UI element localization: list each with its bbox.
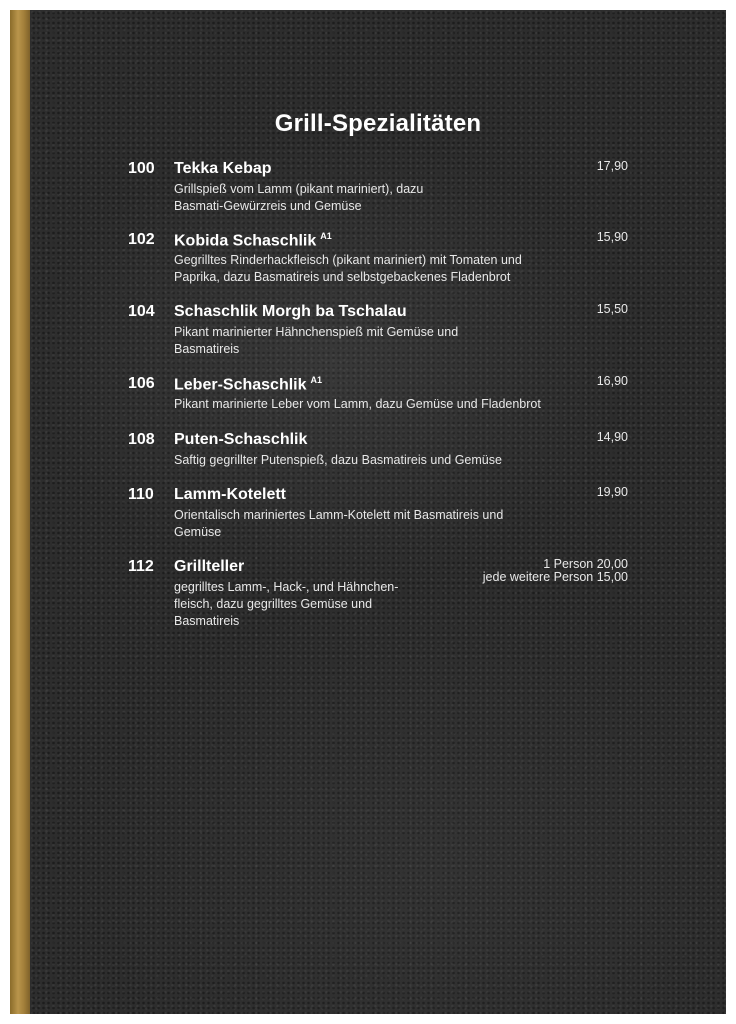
item-name: Leber-Schaschlik $^{A1}$: [174, 375, 323, 394]
item-name: Grillteller: [174, 558, 245, 575]
item-description: Gegrilltes Rinderhackfleisch (pikant mariniert) mit Tomaten und Paprika, dazu Basmatireis und selbstgebackenes Fladenbrot: [174, 253, 522, 284]
item-price: 16,90: [596, 374, 628, 388]
item-price: 15,90: [596, 230, 628, 244]
item-number: 106: [128, 375, 155, 392]
item-description: gegrilltes Lamm-, Hack-, und Hähnchen- fleisch, dazu gegrilltes Gemüse und Basmatireis: [174, 580, 399, 628]
item-price: 1 Person 20,00 jede weitere Person 15,00: [482, 557, 628, 584]
gold-accent-bar: [10, 10, 30, 1014]
item-description: Pikant marinierter Hähnchenspieß mit Gemüse und Basmatireis: [174, 325, 459, 356]
item-description: Saftig gegrillter Putenspieß, dazu Basmatireis und Gemüse: [174, 453, 502, 467]
item-name: Kobida Schaschlik $^{A1}$: [174, 231, 332, 250]
item-price: 19,90: [596, 485, 628, 499]
item-price: 15,50: [596, 302, 628, 316]
item-number: 108: [128, 431, 155, 448]
allergen-badge: A1: [320, 231, 332, 241]
item-name: Schaschlik Morgh ba Tschalau: [174, 303, 407, 320]
item-price: 14,90: [596, 430, 628, 444]
item-number: 112: [128, 558, 154, 575]
item-price: 17,90: [596, 159, 628, 173]
item-name: Lamm-Kotelett: [174, 486, 287, 503]
item-description: Grillspieß vom Lamm (pikant mariniert), dazu Basmati-Gewürzreis und Gemüse: [174, 182, 424, 213]
item-number: 110: [128, 486, 154, 503]
menu-page: [10, 10, 726, 1014]
item-description: Orientalisch mariniertes Lamm-Kotelett mit Basmatireis und Gemüse: [174, 508, 504, 539]
item-name: Tekka Kebap: [174, 160, 272, 177]
item-name: Puten-Schaschlik: [174, 431, 308, 448]
item-number: 102: [128, 231, 155, 248]
page-title: Grill-Spezialitäten: [274, 110, 482, 137]
allergen-badge: A1: [310, 375, 323, 385]
item-description: Pikant marinierte Leber vom Lamm, dazu Gemüse und Fladenbrot: [174, 397, 541, 411]
item-number: 100: [128, 160, 155, 177]
item-number: 104: [128, 303, 155, 320]
